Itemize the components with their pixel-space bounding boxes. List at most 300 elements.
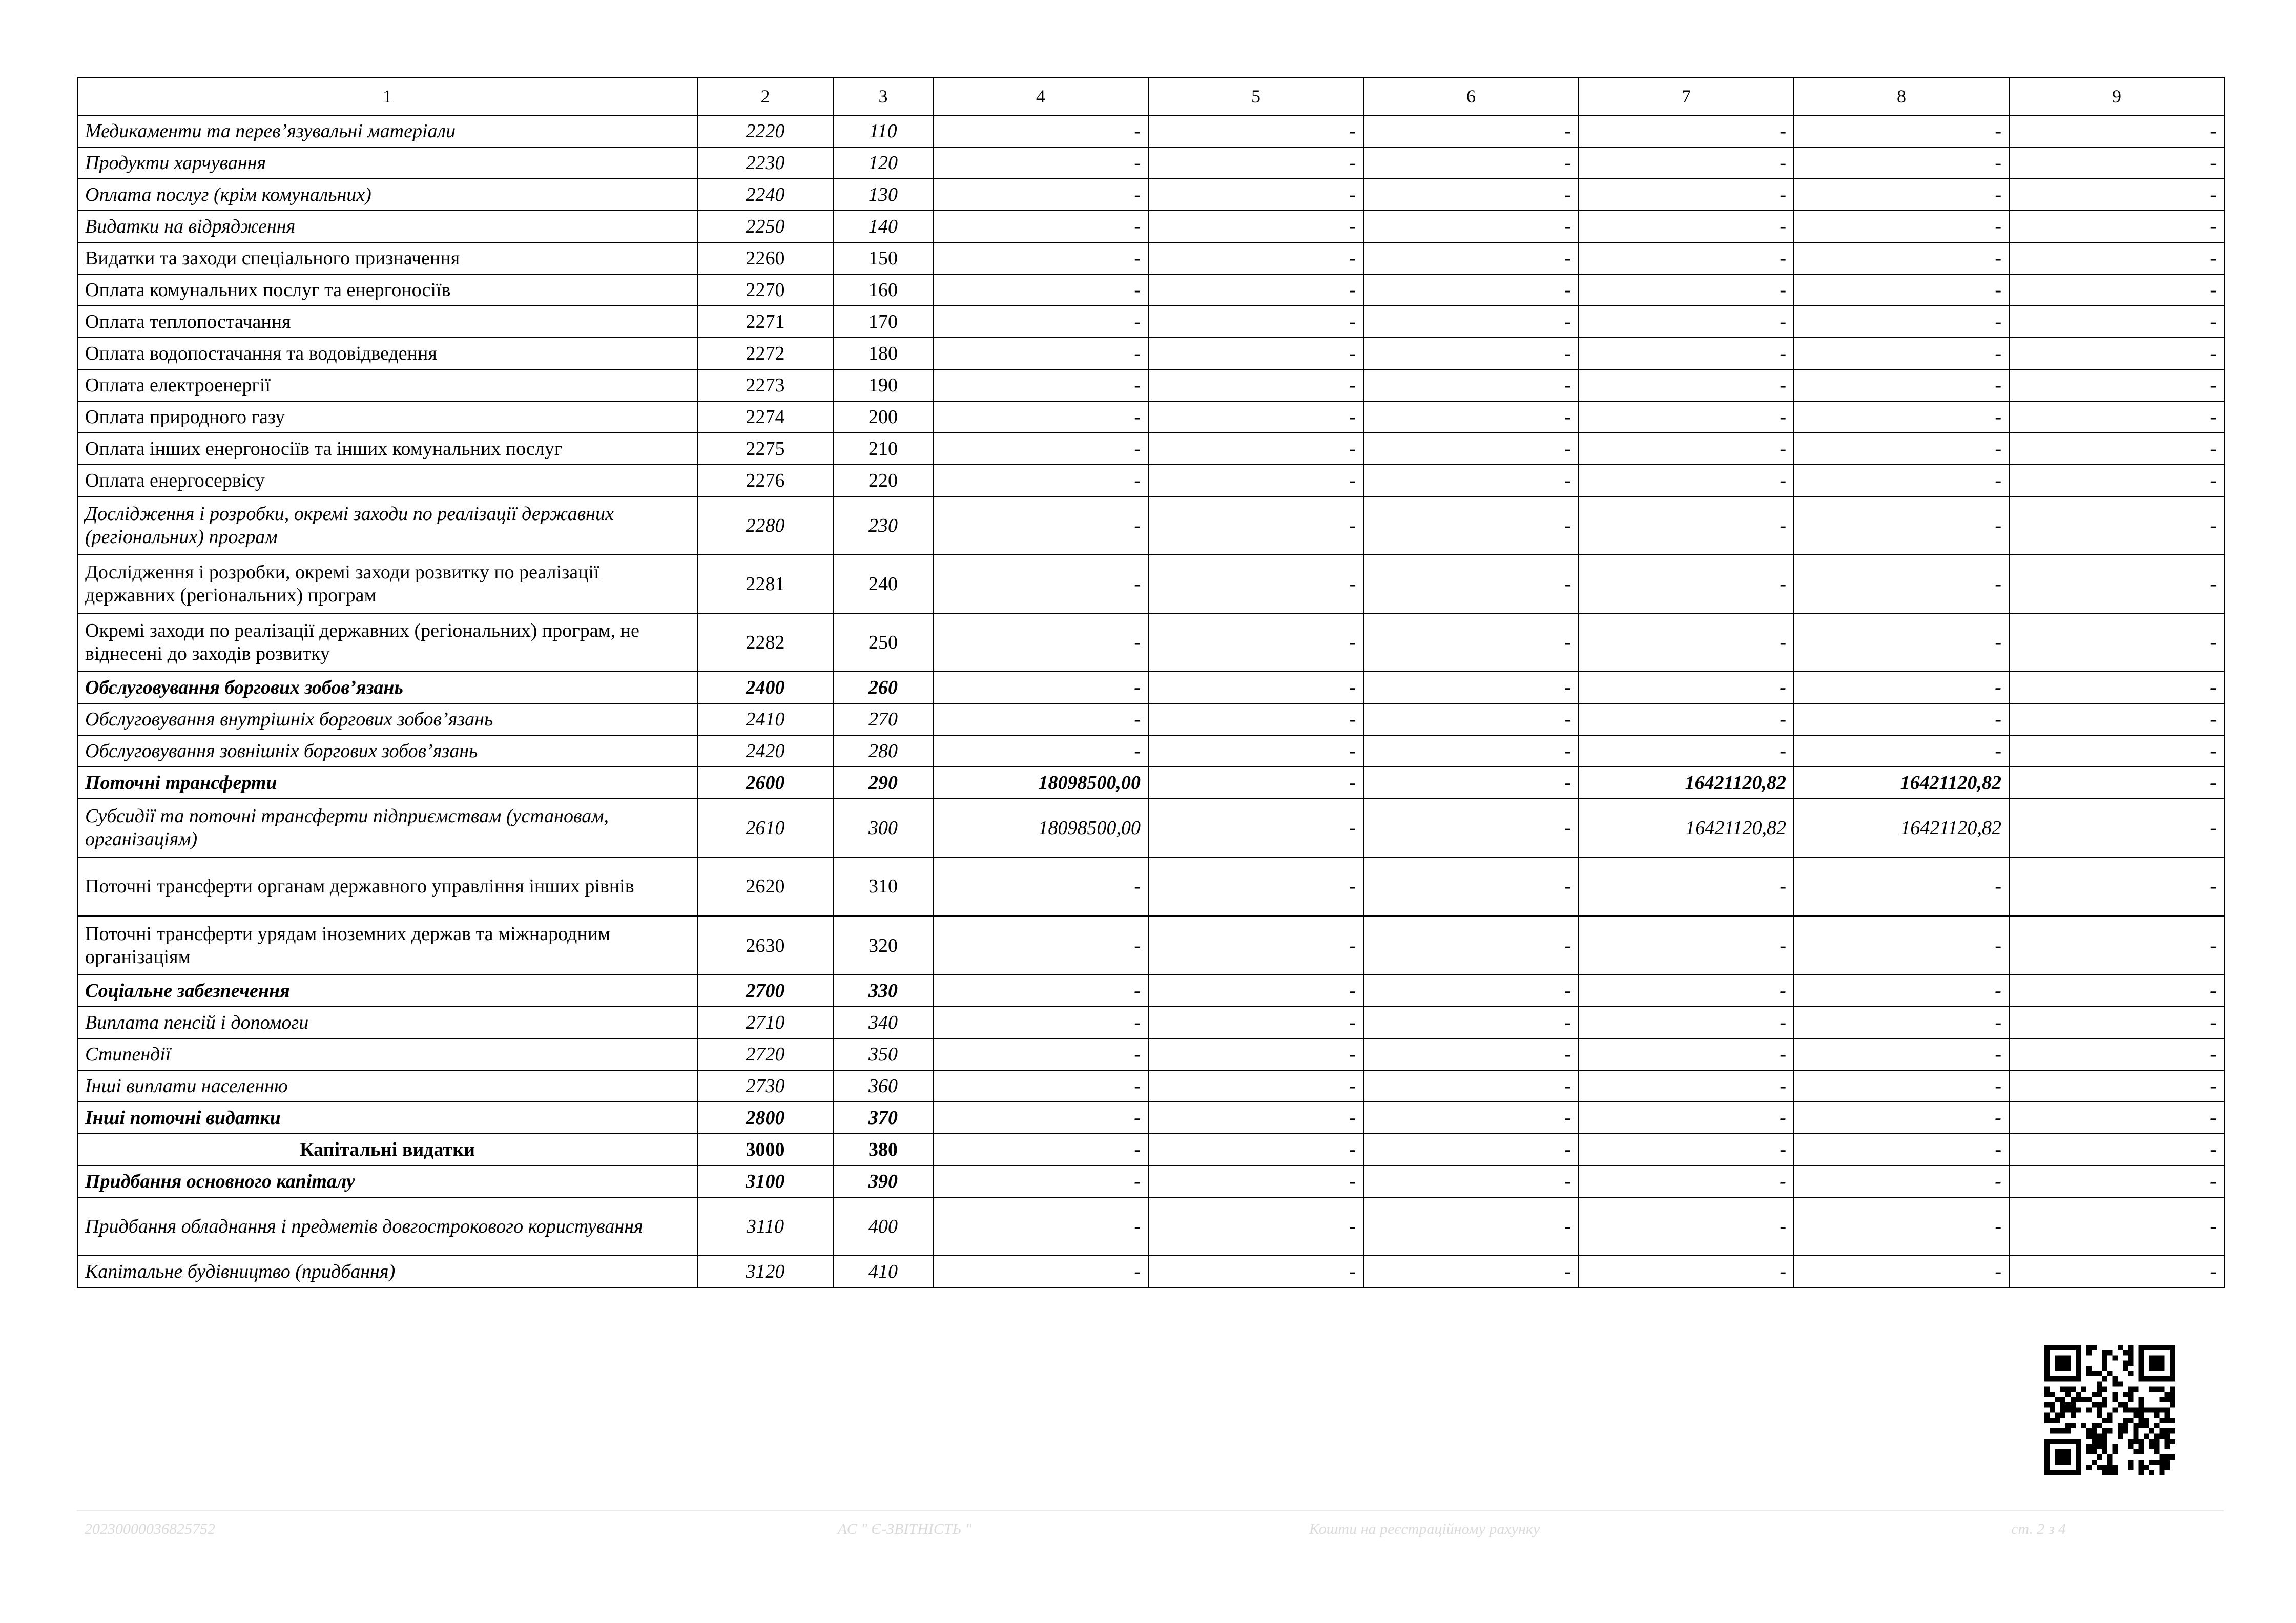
row-kekv-code: 2410 bbox=[697, 703, 833, 735]
row-value: - bbox=[1794, 1038, 2009, 1070]
table-row bbox=[77, 1166, 2224, 1197]
row-value: - bbox=[1148, 401, 1363, 433]
row-value: - bbox=[1363, 465, 1579, 496]
row-line-code: 410 bbox=[833, 1256, 933, 1287]
row-value: - bbox=[933, 401, 1148, 433]
row-label: Видатки на відрядження bbox=[77, 211, 697, 242]
row-line-code: 380 bbox=[833, 1134, 933, 1166]
row-kekv-code: 2700 bbox=[697, 975, 833, 1007]
row-value: - bbox=[933, 242, 1148, 274]
column-header: 9 bbox=[2009, 77, 2224, 115]
row-value: - bbox=[2009, 147, 2224, 179]
row-value: - bbox=[1794, 306, 2009, 338]
row-line-code: 180 bbox=[833, 338, 933, 369]
row-label: Обслуговування боргових зобов’язань bbox=[77, 672, 697, 703]
row-value: - bbox=[1579, 242, 1794, 274]
row-value: - bbox=[1579, 147, 1794, 179]
row-value: - bbox=[1794, 1070, 2009, 1102]
row-value: - bbox=[933, 115, 1148, 147]
column-header: 1 bbox=[77, 77, 697, 115]
row-value: - bbox=[1579, 465, 1794, 496]
row-value: - bbox=[933, 147, 1148, 179]
row-line-code: 350 bbox=[833, 1038, 933, 1070]
row-kekv-code: 2271 bbox=[697, 306, 833, 338]
row-label: Оплата водопостачання та водовідведення bbox=[77, 338, 697, 369]
row-value: - bbox=[933, 735, 1148, 767]
footer-account-type: Кошти на реєстраційному рахунку bbox=[1309, 1521, 1540, 1537]
row-kekv-code: 2230 bbox=[697, 147, 833, 179]
row-value: - bbox=[2009, 975, 2224, 1007]
row-value: - bbox=[1148, 147, 1363, 179]
row-value: - bbox=[1579, 613, 1794, 672]
row-value: - bbox=[1579, 1038, 1794, 1070]
row-value: - bbox=[1148, 1134, 1363, 1166]
row-line-code: 140 bbox=[833, 211, 933, 242]
row-value: - bbox=[1148, 857, 1363, 916]
row-value: - bbox=[2009, 735, 2224, 767]
table-row bbox=[77, 242, 2224, 274]
row-value: - bbox=[1363, 179, 1579, 211]
row-value: - bbox=[1794, 465, 2009, 496]
row-value: - bbox=[933, 1166, 1148, 1197]
row-value: - bbox=[1794, 1134, 2009, 1166]
row-value: - bbox=[1363, 338, 1579, 369]
row-value: - bbox=[933, 916, 1148, 975]
row-line-code: 290 bbox=[833, 767, 933, 799]
row-value: - bbox=[1579, 672, 1794, 703]
row-line-code: 230 bbox=[833, 496, 933, 555]
row-value: - bbox=[1794, 338, 2009, 369]
row-value: - bbox=[1579, 1134, 1794, 1166]
table-row bbox=[77, 975, 2224, 1007]
row-value: - bbox=[1148, 338, 1363, 369]
row-value: - bbox=[1148, 1166, 1363, 1197]
row-kekv-code: 2600 bbox=[697, 767, 833, 799]
row-kekv-code: 3120 bbox=[697, 1256, 833, 1287]
table-row bbox=[77, 496, 2224, 555]
row-value: - bbox=[1363, 496, 1579, 555]
row-value: - bbox=[2009, 703, 2224, 735]
row-value: - bbox=[1579, 1007, 1794, 1038]
footer-system-name: АС " Є-ЗВІТНІСТЬ " bbox=[838, 1521, 972, 1537]
table-row bbox=[77, 857, 2224, 916]
row-label: Поточні трансферти органам державного управління інших рівнів bbox=[77, 857, 697, 916]
row-value: - bbox=[1794, 433, 2009, 465]
row-value: 16421120,82 bbox=[1794, 799, 2009, 857]
table-row bbox=[77, 1256, 2224, 1287]
table-row bbox=[77, 306, 2224, 338]
row-kekv-code: 2710 bbox=[697, 1007, 833, 1038]
row-value: - bbox=[2009, 179, 2224, 211]
table-row bbox=[77, 1102, 2224, 1134]
row-value: - bbox=[1148, 1038, 1363, 1070]
table-row bbox=[77, 115, 2224, 147]
row-value: - bbox=[1579, 1102, 1794, 1134]
row-label: Стипендії bbox=[77, 1038, 697, 1070]
row-value: - bbox=[1363, 211, 1579, 242]
row-value: - bbox=[1794, 1102, 2009, 1134]
footer-page-number: ст. 2 з 4 bbox=[2011, 1521, 2066, 1537]
row-value: - bbox=[933, 274, 1148, 306]
row-label: Соціальне забезпечення bbox=[77, 975, 697, 1007]
row-value: - bbox=[2009, 338, 2224, 369]
row-kekv-code: 2250 bbox=[697, 211, 833, 242]
row-label: Інші виплати населенню bbox=[77, 1070, 697, 1102]
qr-code-icon bbox=[2044, 1345, 2175, 1475]
row-label: Оплата природного газу bbox=[77, 401, 697, 433]
row-value: 16421120,82 bbox=[1579, 799, 1794, 857]
row-value: - bbox=[1148, 975, 1363, 1007]
column-header: 6 bbox=[1363, 77, 1579, 115]
row-value: - bbox=[1363, 1038, 1579, 1070]
row-value: - bbox=[1363, 613, 1579, 672]
row-line-code: 120 bbox=[833, 147, 933, 179]
row-value: - bbox=[2009, 274, 2224, 306]
row-line-code: 260 bbox=[833, 672, 933, 703]
row-value: - bbox=[1579, 274, 1794, 306]
row-label: Оплата інших енергоносіїв та інших комунальних послуг bbox=[77, 433, 697, 465]
row-value: - bbox=[2009, 306, 2224, 338]
row-value: - bbox=[1363, 1134, 1579, 1166]
row-value: - bbox=[2009, 115, 2224, 147]
row-value: - bbox=[1148, 433, 1363, 465]
row-line-code: 330 bbox=[833, 975, 933, 1007]
table-row bbox=[77, 401, 2224, 433]
row-value: - bbox=[1794, 496, 2009, 555]
table-row bbox=[77, 613, 2224, 672]
row-value: - bbox=[1363, 1102, 1579, 1134]
row-kekv-code: 2620 bbox=[697, 857, 833, 916]
row-value: - bbox=[933, 1070, 1148, 1102]
row-value: - bbox=[1579, 401, 1794, 433]
row-value: - bbox=[933, 179, 1148, 211]
row-label: Медикаменти та перев’язувальні матеріали bbox=[77, 115, 697, 147]
row-value: - bbox=[1579, 369, 1794, 401]
table-row bbox=[77, 147, 2224, 179]
row-value: - bbox=[1148, 1102, 1363, 1134]
row-line-code: 130 bbox=[833, 179, 933, 211]
table-row bbox=[77, 211, 2224, 242]
row-line-code: 220 bbox=[833, 465, 933, 496]
row-label: Поточні трансферти урядам іноземних держав та міжнародним організаціям bbox=[77, 916, 697, 975]
row-kekv-code: 2240 bbox=[697, 179, 833, 211]
column-header: 5 bbox=[1148, 77, 1363, 115]
row-value: - bbox=[1363, 1166, 1579, 1197]
row-label: Субсидії та поточні трансферти підприємствам (установам, організаціям) bbox=[77, 799, 697, 857]
row-line-code: 340 bbox=[833, 1007, 933, 1038]
table-row bbox=[77, 799, 2224, 857]
row-value: - bbox=[933, 555, 1148, 613]
row-value: - bbox=[1148, 369, 1363, 401]
row-kekv-code: 2420 bbox=[697, 735, 833, 767]
row-value: - bbox=[1363, 916, 1579, 975]
row-value: - bbox=[1794, 179, 2009, 211]
row-value: - bbox=[933, 1102, 1148, 1134]
row-value: - bbox=[1579, 179, 1794, 211]
row-value: - bbox=[1148, 703, 1363, 735]
row-line-code: 210 bbox=[833, 433, 933, 465]
row-value: - bbox=[2009, 1070, 2224, 1102]
row-label: Інші поточні видатки bbox=[77, 1102, 697, 1134]
row-value: - bbox=[2009, 465, 2224, 496]
row-line-code: 170 bbox=[833, 306, 933, 338]
row-value: - bbox=[1363, 115, 1579, 147]
row-value: - bbox=[2009, 1134, 2224, 1166]
row-value: - bbox=[1363, 306, 1579, 338]
row-value: - bbox=[1794, 115, 2009, 147]
row-value: 16421120,82 bbox=[1579, 767, 1794, 799]
row-value: - bbox=[1579, 1166, 1794, 1197]
footer bbox=[0, 1521, 2296, 1541]
row-kekv-code: 2220 bbox=[697, 115, 833, 147]
row-value: - bbox=[1794, 703, 2009, 735]
row-line-code: 280 bbox=[833, 735, 933, 767]
row-value: - bbox=[2009, 916, 2224, 975]
row-value: - bbox=[933, 703, 1148, 735]
row-label: Продукти харчування bbox=[77, 147, 697, 179]
row-value: - bbox=[2009, 555, 2224, 613]
row-value: - bbox=[1794, 975, 2009, 1007]
row-value: - bbox=[2009, 242, 2224, 274]
row-line-code: 400 bbox=[833, 1197, 933, 1256]
row-label: Обслуговування внутрішніх боргових зобов’язань bbox=[77, 703, 697, 735]
row-value: - bbox=[933, 1256, 1148, 1287]
row-value: - bbox=[1148, 115, 1363, 147]
row-label: Дослідження і розробки, окремі заходи по реалізації державних (регіональних) програм bbox=[77, 496, 697, 555]
table-row bbox=[77, 735, 2224, 767]
row-value: - bbox=[933, 496, 1148, 555]
row-value: 18098500,00 bbox=[933, 767, 1148, 799]
row-value: - bbox=[1363, 1007, 1579, 1038]
row-kekv-code: 2276 bbox=[697, 465, 833, 496]
row-label: Оплата послуг (крім комунальних) bbox=[77, 179, 697, 211]
row-value: - bbox=[2009, 1038, 2224, 1070]
row-value: - bbox=[1148, 1256, 1363, 1287]
row-kekv-code: 3000 bbox=[697, 1134, 833, 1166]
row-kekv-code: 3110 bbox=[697, 1197, 833, 1256]
row-value: - bbox=[1794, 735, 2009, 767]
row-value: - bbox=[1148, 613, 1363, 672]
table-row bbox=[77, 703, 2224, 735]
table-row bbox=[77, 433, 2224, 465]
row-value: - bbox=[2009, 1256, 2224, 1287]
row-value: - bbox=[1363, 369, 1579, 401]
row-value: - bbox=[2009, 1102, 2224, 1134]
row-value: - bbox=[1579, 735, 1794, 767]
row-value: - bbox=[1363, 735, 1579, 767]
row-value: - bbox=[1148, 1197, 1363, 1256]
row-label: Оплата теплопостачання bbox=[77, 306, 697, 338]
row-value: - bbox=[1363, 703, 1579, 735]
row-value: - bbox=[1148, 211, 1363, 242]
row-line-code: 160 bbox=[833, 274, 933, 306]
column-header: 7 bbox=[1579, 77, 1794, 115]
row-value: - bbox=[1148, 306, 1363, 338]
row-value: - bbox=[1579, 1197, 1794, 1256]
row-label: Придбання основного капіталу bbox=[77, 1166, 697, 1197]
row-label: Придбання обладнання і предметів довгострокового користування bbox=[77, 1197, 697, 1256]
row-kekv-code: 2730 bbox=[697, 1070, 833, 1102]
row-kekv-code: 2273 bbox=[697, 369, 833, 401]
report-table bbox=[77, 77, 2225, 1288]
row-value: - bbox=[2009, 1197, 2224, 1256]
table-row bbox=[77, 274, 2224, 306]
row-value: - bbox=[1148, 672, 1363, 703]
row-line-code: 320 bbox=[833, 916, 933, 975]
row-line-code: 300 bbox=[833, 799, 933, 857]
row-value: - bbox=[1148, 274, 1363, 306]
row-value: - bbox=[1148, 735, 1363, 767]
row-kekv-code: 2610 bbox=[697, 799, 833, 857]
row-value: - bbox=[1579, 975, 1794, 1007]
row-value: - bbox=[2009, 1007, 2224, 1038]
row-line-code: 190 bbox=[833, 369, 933, 401]
row-value: - bbox=[1148, 242, 1363, 274]
row-line-code: 370 bbox=[833, 1102, 933, 1134]
row-kekv-code: 2281 bbox=[697, 555, 833, 613]
row-value: - bbox=[1794, 242, 2009, 274]
row-label: Оплата комунальних послуг та енергоносіїв bbox=[77, 274, 697, 306]
row-label: Оплата електроенергії bbox=[77, 369, 697, 401]
row-value: - bbox=[933, 306, 1148, 338]
row-line-code: 110 bbox=[833, 115, 933, 147]
row-value: - bbox=[933, 857, 1148, 916]
table-row bbox=[77, 1038, 2224, 1070]
row-line-code: 150 bbox=[833, 242, 933, 274]
row-line-code: 390 bbox=[833, 1166, 933, 1197]
row-value: - bbox=[2009, 799, 2224, 857]
row-value: - bbox=[1148, 555, 1363, 613]
row-value: - bbox=[2009, 211, 2224, 242]
row-value: - bbox=[2009, 433, 2224, 465]
row-label: Капітальне будівництво (придбання) bbox=[77, 1256, 697, 1287]
row-value: - bbox=[1148, 1007, 1363, 1038]
row-value: - bbox=[1148, 916, 1363, 975]
row-value: - bbox=[1794, 1256, 2009, 1287]
row-value: - bbox=[1794, 1197, 2009, 1256]
footer-divider bbox=[77, 1510, 2224, 1511]
row-value: - bbox=[2009, 369, 2224, 401]
footer-doc-id: 20230000036825752 bbox=[85, 1521, 215, 1537]
table-row bbox=[77, 767, 2224, 799]
row-value: - bbox=[1579, 115, 1794, 147]
row-value: - bbox=[1363, 401, 1579, 433]
row-value: - bbox=[1363, 242, 1579, 274]
row-value: - bbox=[2009, 857, 2224, 916]
row-value: 18098500,00 bbox=[933, 799, 1148, 857]
row-value: - bbox=[1363, 1256, 1579, 1287]
row-value: - bbox=[1579, 433, 1794, 465]
row-label: Капітальні видатки bbox=[77, 1134, 697, 1166]
row-value: - bbox=[1579, 857, 1794, 916]
row-value: - bbox=[1579, 338, 1794, 369]
row-kekv-code: 2400 bbox=[697, 672, 833, 703]
row-kekv-code: 2630 bbox=[697, 916, 833, 975]
row-value: - bbox=[1363, 555, 1579, 613]
table-header-row bbox=[77, 77, 2224, 115]
row-value: - bbox=[1579, 703, 1794, 735]
row-value: - bbox=[1794, 401, 2009, 433]
row-value: - bbox=[933, 1197, 1148, 1256]
row-line-code: 250 bbox=[833, 613, 933, 672]
row-value: - bbox=[933, 211, 1148, 242]
row-value: - bbox=[1579, 211, 1794, 242]
row-value: - bbox=[1363, 975, 1579, 1007]
row-value: - bbox=[1794, 1007, 2009, 1038]
row-value: - bbox=[1794, 857, 2009, 916]
row-value: - bbox=[1148, 799, 1363, 857]
row-value: - bbox=[1363, 857, 1579, 916]
table-row bbox=[77, 179, 2224, 211]
row-value: - bbox=[1579, 555, 1794, 613]
row-value: - bbox=[1579, 306, 1794, 338]
row-kekv-code: 2275 bbox=[697, 433, 833, 465]
table-row bbox=[77, 465, 2224, 496]
row-value: - bbox=[1794, 916, 2009, 975]
row-label: Видатки та заходи спеціального призначення bbox=[77, 242, 697, 274]
column-header: 2 bbox=[697, 77, 833, 115]
column-header: 4 bbox=[933, 77, 1148, 115]
table-row bbox=[77, 1134, 2224, 1166]
row-value: - bbox=[1794, 1166, 2009, 1197]
row-value: - bbox=[933, 465, 1148, 496]
table-row bbox=[77, 369, 2224, 401]
row-kekv-code: 2800 bbox=[697, 1102, 833, 1134]
row-value: - bbox=[2009, 672, 2224, 703]
row-value: - bbox=[1148, 1070, 1363, 1102]
row-value: 16421120,82 bbox=[1794, 767, 2009, 799]
row-value: - bbox=[1794, 555, 2009, 613]
row-value: - bbox=[933, 1038, 1148, 1070]
row-value: - bbox=[933, 1134, 1148, 1166]
column-header: 8 bbox=[1794, 77, 2009, 115]
row-kekv-code: 2272 bbox=[697, 338, 833, 369]
row-line-code: 270 bbox=[833, 703, 933, 735]
row-value: - bbox=[1794, 211, 2009, 242]
row-line-code: 360 bbox=[833, 1070, 933, 1102]
row-value: - bbox=[933, 613, 1148, 672]
row-value: - bbox=[933, 338, 1148, 369]
row-value: - bbox=[1579, 496, 1794, 555]
row-value: - bbox=[1794, 672, 2009, 703]
row-kekv-code: 2282 bbox=[697, 613, 833, 672]
row-value: - bbox=[1579, 1070, 1794, 1102]
table-row bbox=[77, 555, 2224, 613]
row-value: - bbox=[1363, 799, 1579, 857]
row-value: - bbox=[1148, 767, 1363, 799]
row-value: - bbox=[2009, 1166, 2224, 1197]
row-label: Поточні трансферти bbox=[77, 767, 697, 799]
row-value: - bbox=[1363, 1070, 1579, 1102]
row-value: - bbox=[1148, 465, 1363, 496]
row-label: Виплата пенсій і допомоги bbox=[77, 1007, 697, 1038]
row-line-code: 200 bbox=[833, 401, 933, 433]
row-label: Дослідження і розробки, окремі заходи розвитку по реалізації державних (регіональних) програм bbox=[77, 555, 697, 613]
row-value: - bbox=[933, 672, 1148, 703]
table-row bbox=[77, 1070, 2224, 1102]
table-row bbox=[77, 672, 2224, 703]
row-line-code: 240 bbox=[833, 555, 933, 613]
row-value: - bbox=[1148, 179, 1363, 211]
row-kekv-code: 3100 bbox=[697, 1166, 833, 1197]
table-row bbox=[77, 1007, 2224, 1038]
row-kekv-code: 2720 bbox=[697, 1038, 833, 1070]
row-value: - bbox=[1363, 1197, 1579, 1256]
row-value: - bbox=[1579, 1256, 1794, 1287]
row-value: - bbox=[2009, 401, 2224, 433]
row-value: - bbox=[1794, 369, 2009, 401]
row-kekv-code: 2270 bbox=[697, 274, 833, 306]
